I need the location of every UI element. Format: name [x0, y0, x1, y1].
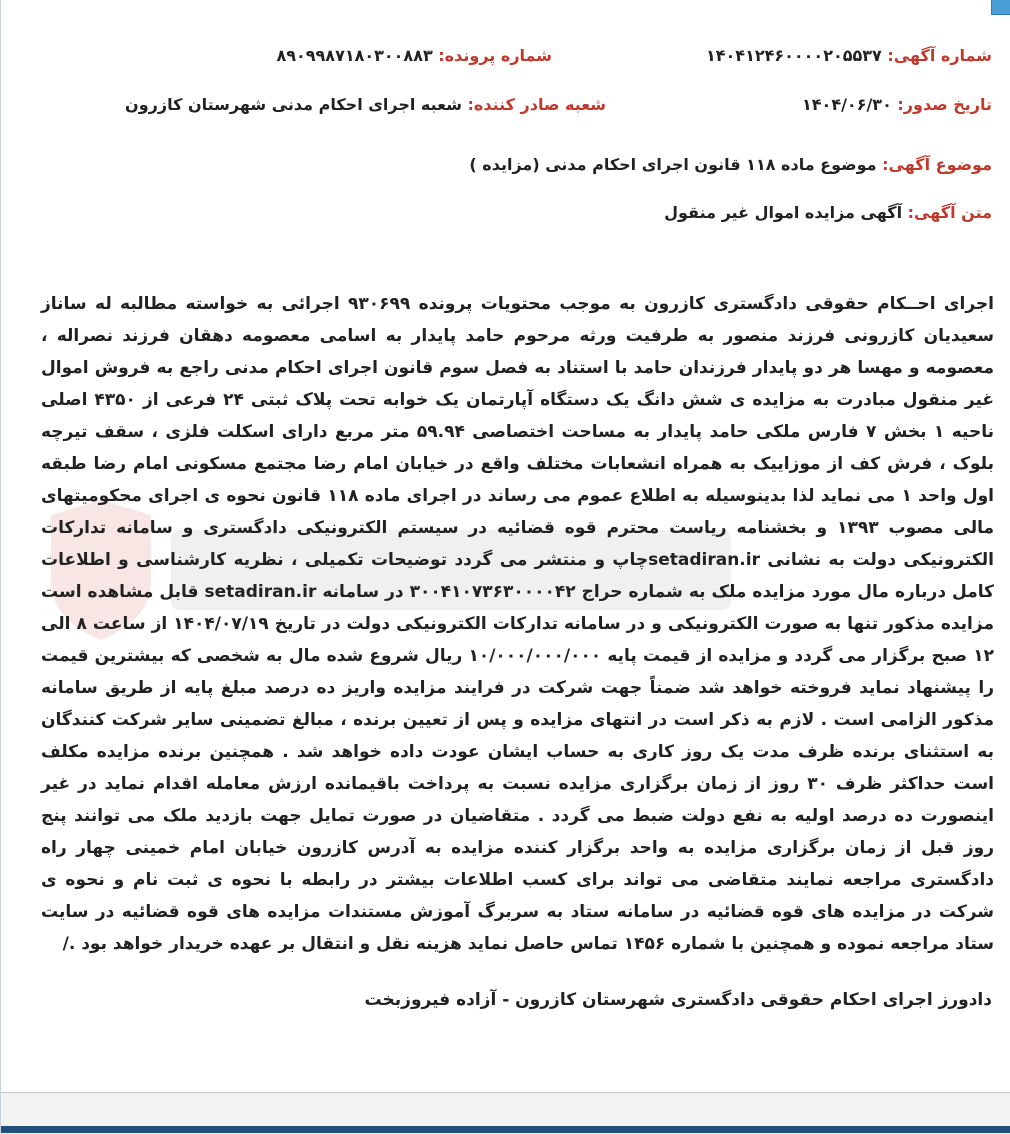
text-title: آگهی مزایده اموال غیر منقول	[664, 203, 903, 222]
ad-number-row	[706, 46, 992, 65]
issue-date: ۱۴۰۴/۰۶/۳۰	[802, 95, 892, 114]
issuer-row	[125, 95, 606, 114]
issue-date-label: تاریخ صدور:	[897, 95, 992, 114]
text-label: متن آگهی:	[907, 203, 992, 222]
ad-number: ۱۴۰۴۱۲۴۶۰۰۰۰۲۰۵۵۳۷	[706, 46, 882, 65]
text-title-row	[664, 203, 992, 222]
top-bar	[1, 0, 1010, 12]
notice-body: اجرای احــکام حقوقی دادگستری کازرون به موجب محتویات پرونده ۹۳۰۶۹۹ اجرائی به خواسته مطالبه له ساناز سعیدیان کازرونی فرزند منصور به طرفیت ورثه مرحوم حامد پایدار به اسامی معصومه دهقان فرزند نصراله ، معصومه و مهسا هر دو پایدار فرزندان حامد با استناد به فصل سوم قانون اجرای احکام مدنی راجع به فروش اموال غیر منقول مبادرت به مزایده ی شش دانگ یک دستگاه آپارتمان یک خوابه تحت پلاک ثبتی ۲۴ فرعی از ۴۳۵۰ اصلی ناحیه ۱ بخش ۷ فارس ملکی حامد پایدار به مساحت اختصاصی ۵۹.۹۴ متر مربع دارای اسکلت فلزی ، سقف تیرچه بلوک ، فرش کف از موزاییک به همراه انشعابات مختلف واقع در خیابان امام رضا مجتمع مسکونی امام رضا طبقه اول واحد ۱ می نماید لذا بدینوسیله به اطلاع عموم می رساند در اجرای ماده ۱۱۸ قانون نحوه ی اجرای محکومیتهای مالی مصوب ۱۳۹۳ و بخشنامه ریاست محترم قوه قضائیه در سیستم الکترونیکی دادگستری و سامانه تدارکات الکترونیکی دولت به نشانی setadiran.irچاپ و منتشر می گردد توضیحات تکمیلی ، نظریه کارشناسی و اطلاعات کامل درباره مال مورد مزایده ملک به شماره حراج ۳۰۰۴۱۰۷۳۶۳۰۰۰۰۴۲ در سامانه setadiran.ir قابل مشاهده است مزایده مذکور تنها به صورت الکترونیکی و در سامانه تدارکات الکترونیکی دولت در تاریخ ۱۴۰۴/۰۷/۱۹ از ساعت ۸ الی ۱۲ صبح برگزار می گردد و مزایده از قیمت پایه ۱۰/۰۰۰/۰۰۰/۰۰۰ ریال شروع شده مال به شخصی که بیشترین قیمت را پیشنهاد نماید فروخته خواهد شد ضمناً جهت شرکت در فرایند مزایده واریز ده درصد مبلغ پایه از طریق سامانه مذکور الزامی است . لازم به ذکر است در انتهای مزایده و پس از تعیین برنده ، مبالغ تضمینی سایر شرکت کنندگان به استثنای برنده ظرف مدت یک روز کاری به حساب ایشان عودت داده خواهد شد . همچنین برنده مزایده مکلف است حداکثر ظرف ۳۰ روز از زمان برگزاری مزایده نسبت به پرداخت باقیمانده ارزش معامله اقدام نماید در غیر اینصورت ده درصد اولیه به نفع دولت ضبط می گردد . متقاضیان در صورت تمایل جهت بازدید ملک می توانند پنج روز قبل از زمان برگزاری مزایده به واحد برگزار کننده مزایده به آدرس کازرون خیابان امام خمینی چهار راه دادگستری مراجعه نمایند متقاضی می تواند برای کسب اطلاعات بیشتر در رابطه با نحوه ی ثبت نام و نحوه ی شرکت در مزایده های قوه قضائیه در سامانه ستاد به سربرگ آموزش مستندات مزایده های قوه قضائیه در سایت ستاد مراجعه نموده و همچنین با شماره ۱۴۵۶ تماس حاصل نماید هزینه نقل و انتقال بر عهده خریدار خواهد بود ./	[41, 294, 995, 954]
case-number-row	[276, 46, 552, 65]
subject-label: موضوع آگهی:	[882, 155, 992, 174]
ad-number-label: شماره آگهی:	[887, 46, 992, 65]
subject: موضوع ماده ۱۱۸ قانون اجرای احکام مدنی (مزایده )	[469, 155, 877, 174]
case-number-label: شماره پرونده:	[438, 46, 552, 65]
issue-date-row	[802, 95, 992, 114]
issuer: شعبه اجرای احکام مدنی شهرستان کازرون	[125, 95, 462, 114]
bottom-border	[1, 1126, 1010, 1133]
case-number: ۸۹۰۹۹۸۷۱۸۰۳۰۰۸۸۳	[276, 46, 433, 65]
corner-tab[interactable]	[991, 0, 1010, 15]
signature: دادورز اجرای احکام حقوقی دادگستری شهرستان کازرون - آزاده فیروزبخت	[364, 990, 992, 1010]
issuer-label: شعبه صادر کننده:	[467, 95, 606, 114]
subject-row	[469, 155, 992, 174]
